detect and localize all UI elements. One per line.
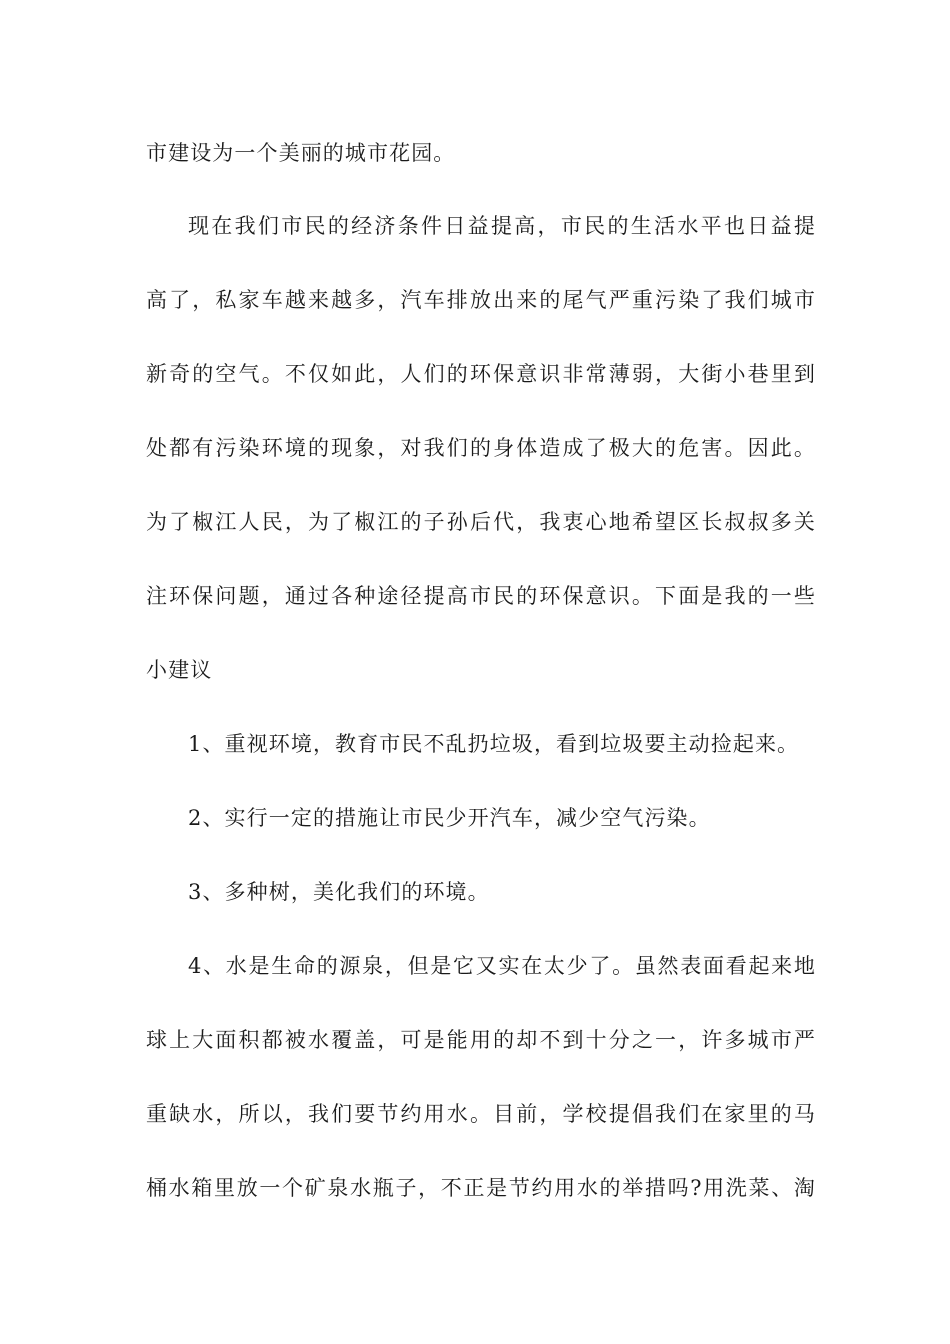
list-item: 4、水是生命的源泉，但是它又实在太少了。虽然表面看起来地 [188,954,816,978]
list-item: 1、重视环境，教育市民不乱扔垃圾，看到垃圾要主动捡起来。 [188,732,800,756]
text-line: 现在我们市民的经济条件日益提高，市民的生活水平也日益提 [188,214,816,238]
text-line: 为了椒江人民，为了椒江的子孙后代，我衷心地希望区长叔叔多关 [146,510,816,534]
text-line: 桶水箱里放一个矿泉水瓶子，不正是节约用水的举措吗?用洗菜、淘 [146,1176,816,1200]
text-line: 新奇的空气。不仅如此，人们的环保意识非常薄弱，大街小巷里到 [146,362,816,386]
list-item: 2、实行一定的措施让市民少开汽车，减少空气污染。 [188,806,711,830]
list-item: 3、多种树，美化我们的环境。 [188,880,490,904]
text-line: 高了，私家车越来越多，汽车排放出来的尾气严重污染了我们城市 [146,288,816,312]
text-line: 注环保问题，通过各种途径提高市民的环保意识。下面是我的一些 [146,584,816,608]
text-line: 重缺水，所以，我们要节约用水。目前，学校提倡我们在家里的马 [146,1102,816,1126]
text-line: 球上大面积都被水覆盖，可是能用的却不到十分之一，许多城市严 [146,1028,816,1052]
text-line: 小建议 [146,658,213,682]
text-line: 市建设为一个美丽的城市花园。 [146,141,456,165]
text-line: 处都有污染环境的现象，对我们的身体造成了极大的危害。因此。 [146,436,816,460]
